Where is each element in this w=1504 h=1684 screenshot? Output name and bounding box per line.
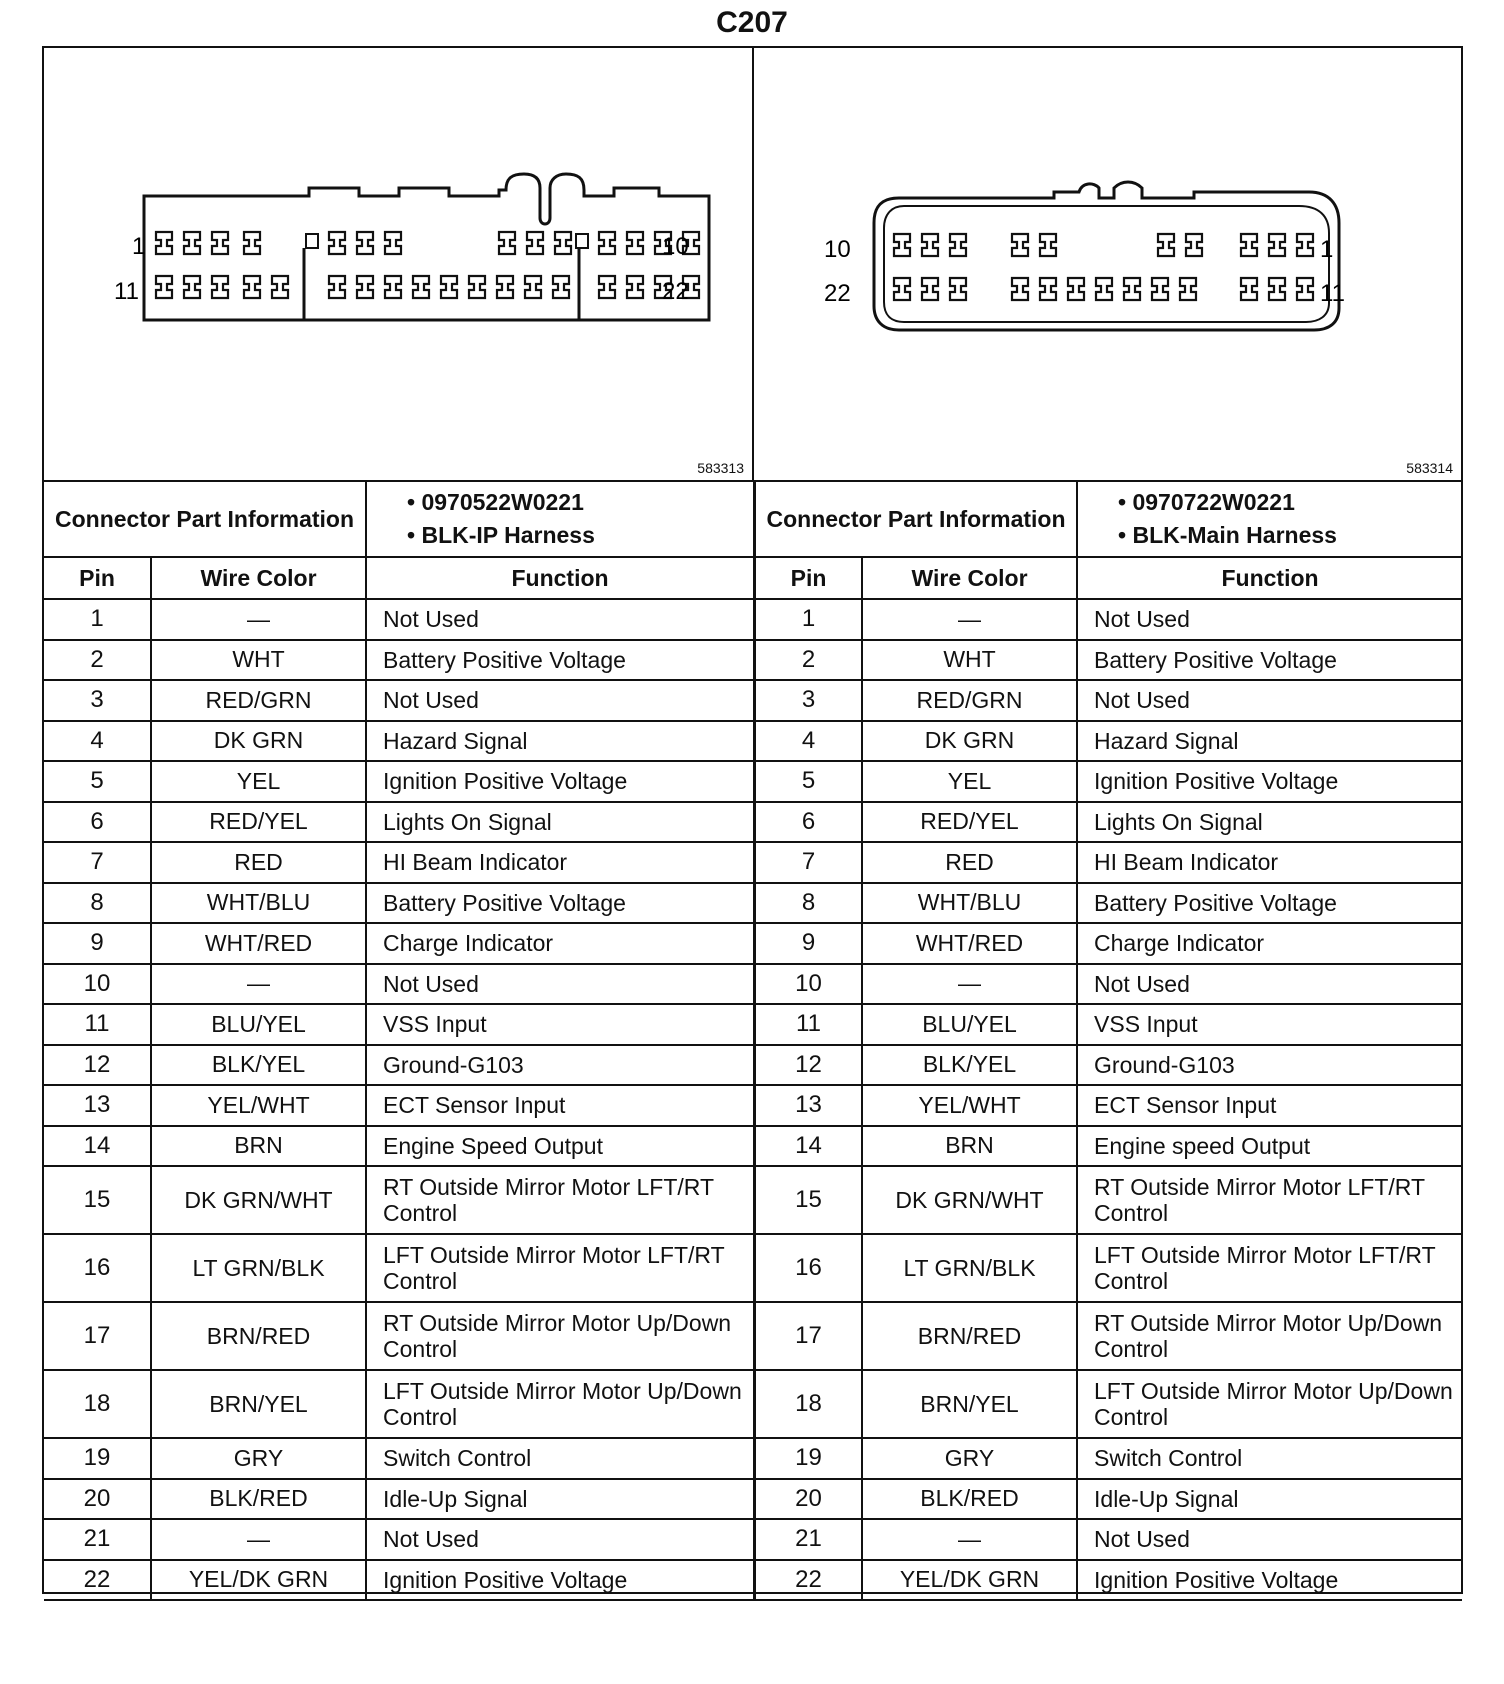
right-harness: • BLK-Main Harness [1118,522,1337,548]
pin-cell: 16 [44,1234,151,1302]
wire-color-cell: BLK/RED [862,1479,1077,1520]
pin-cell: 14 [755,1126,862,1167]
table-row [755,842,1462,883]
function-cell: ECT Sensor Input [1077,1085,1462,1126]
pin-cell: 10 [755,964,862,1005]
connector-cavity [1269,234,1285,256]
wire-color-cell: BLU/YEL [151,1004,366,1045]
connector-cavity [627,276,643,298]
right-header-row [755,557,1462,599]
table-row [44,721,754,762]
table-row [44,842,754,883]
connector-cavity [553,276,569,298]
pin-cell: 12 [755,1045,862,1086]
right-pin-label-tl: 10 [824,236,851,263]
table-row [755,802,1462,843]
function-cell: Hazard Signal [366,721,754,762]
connector-key [306,234,318,248]
connector-cavity [599,276,615,298]
table-row [755,1370,1462,1438]
left-figure-id: 583313 [697,460,744,476]
pin-cell: 9 [755,923,862,964]
pin-cell: 5 [755,761,862,802]
left-header-function: Function [366,557,754,599]
connector-cavity [329,232,345,254]
function-cell: Not Used [1077,1519,1462,1560]
table-row [44,1560,754,1601]
function-cell: Ignition Positive Voltage [1077,1560,1462,1601]
pin-cell: 5 [44,761,151,802]
left-part-number: • 0970522W0221 [407,489,584,515]
wire-color-cell: RED [151,842,366,883]
connector-cavity [357,276,373,298]
wire-color-cell: YEL [151,761,366,802]
wire-color-cell: LT GRN/BLK [151,1234,366,1302]
table-row [755,1045,1462,1086]
wire-color-cell: DK GRN [151,721,366,762]
connector-cavity [1012,234,1028,256]
right-figure-id: 583314 [1406,460,1453,476]
table-row [755,721,1462,762]
right-header-wire: Wire Color [862,557,1077,599]
pin-cell: 20 [755,1479,862,1520]
wire-color-cell: YEL [862,761,1077,802]
connector-cavity [1096,278,1112,300]
connector-cavity [469,276,485,298]
connector-cavity [499,232,515,254]
table-row [44,1045,754,1086]
left-pin-label-tl: 1 [132,233,146,260]
connector-cavity [385,232,401,254]
wire-color-cell: — [862,599,1077,640]
wire-color-cell: WHT [862,640,1077,681]
table-row [44,1438,754,1479]
table-row [44,1519,754,1560]
pin-cell: 6 [755,802,862,843]
right-connector-figure [754,48,1461,480]
table-row [44,923,754,964]
table-row [44,680,754,721]
pin-cell: 19 [44,1438,151,1479]
left-harness: • BLK-IP Harness [407,522,595,548]
function-cell: Idle-Up Signal [1077,1479,1462,1520]
function-cell: Charge Indicator [1077,923,1462,964]
left-pin-label-bl: 11 [114,278,139,305]
function-cell: VSS Input [1077,1004,1462,1045]
left-connector-drawing [44,48,752,480]
connector-cavity [1124,278,1140,300]
left-pin-label-br: 22 [662,278,689,305]
pin-cell: 10 [44,964,151,1005]
wire-color-cell: YEL/WHT [151,1085,366,1126]
function-cell: Not Used [366,1519,754,1560]
table-row [44,964,754,1005]
table-row [755,1234,1462,1302]
pin-cell: 2 [44,640,151,681]
wire-color-cell: BRN [862,1126,1077,1167]
pin-cell: 2 [755,640,862,681]
table-row [755,761,1462,802]
pin-cell: 21 [44,1519,151,1560]
wire-color-cell: RED/YEL [862,802,1077,843]
connector-cavity [894,234,910,256]
wire-color-cell: WHT/RED [151,923,366,964]
connector-cavity [413,276,429,298]
table-row [755,923,1462,964]
right-pin-label-bl: 22 [824,280,851,307]
connector-cavity [922,234,938,256]
pin-cell: 20 [44,1479,151,1520]
table-row [44,599,754,640]
left-part-info [366,481,754,557]
wire-color-cell: BRN/RED [151,1302,366,1370]
left-header-row [44,557,754,599]
pin-cell: 1 [755,599,862,640]
pin-cell: 11 [755,1004,862,1045]
pin-cell: 3 [44,680,151,721]
pin-cell: 22 [44,1560,151,1601]
table-row [44,1126,754,1167]
connector-cavity [527,232,543,254]
connector-cavity [244,232,260,254]
wire-color-cell: BLU/YEL [862,1004,1077,1045]
function-cell: Battery Positive Voltage [1077,640,1462,681]
function-cell: Not Used [1077,599,1462,640]
pin-cell: 14 [44,1126,151,1167]
pin-cell: 11 [44,1004,151,1045]
left-header-wire: Wire Color [151,557,366,599]
table-row [44,1166,754,1234]
function-cell: Charge Indicator [366,923,754,964]
function-cell: RT Outside Mirror Motor Up/Down Control [366,1302,754,1370]
wire-color-cell: GRY [151,1438,366,1479]
table-row [44,802,754,843]
left-pin-label-tr: 10 [662,233,689,260]
connector-cavity [212,232,228,254]
function-cell: Battery Positive Voltage [366,640,754,681]
wire-color-cell: RED/YEL [151,802,366,843]
function-cell: Ground-G103 [1077,1045,1462,1086]
table-row [755,1166,1462,1234]
left-info-row [44,481,754,557]
function-cell: Ignition Positive Voltage [366,1560,754,1601]
connector-cavity [497,276,513,298]
connector-cavity [525,276,541,298]
function-cell: RT Outside Mirror Motor LFT/RT Control [366,1166,754,1234]
table-row [44,1370,754,1438]
wire-color-cell: WHT/BLU [862,883,1077,924]
connector-cavity [1297,278,1313,300]
pin-cell: 7 [755,842,862,883]
connector-cavity [184,232,200,254]
function-cell: LFT Outside Mirror Motor LFT/RT Control [1077,1234,1462,1302]
right-pin-label-tr: 1 [1320,236,1334,263]
right-header-pin: Pin [755,557,862,599]
table-row [755,640,1462,681]
wire-color-cell: DK GRN/WHT [151,1166,366,1234]
function-cell: Ground-G103 [366,1045,754,1086]
connector-cavity [950,278,966,300]
wire-color-cell: — [151,964,366,1005]
connector-cavity [184,276,200,298]
pin-cell: 4 [755,721,862,762]
connector-cavity [1186,234,1202,256]
connector-cavity [329,276,345,298]
pin-cell: 22 [755,1560,862,1601]
pin-cell: 17 [755,1302,862,1370]
pin-cell: 15 [755,1166,862,1234]
pin-cell: 8 [44,883,151,924]
pin-cell: 16 [755,1234,862,1302]
wire-color-cell: WHT [151,640,366,681]
connector-cavity [555,232,571,254]
wire-color-cell: BRN/YEL [151,1370,366,1438]
pin-cell: 12 [44,1045,151,1086]
function-cell: HI Beam Indicator [366,842,754,883]
table-row [44,1479,754,1520]
table-row [755,1438,1462,1479]
right-info-label: Connector Part Information [755,481,1077,557]
function-cell: Not Used [1077,680,1462,721]
wire-color-cell: BRN/RED [862,1302,1077,1370]
pin-cell: 21 [755,1519,862,1560]
right-header-function: Function [1077,557,1462,599]
table-row [44,1085,754,1126]
table-row [44,761,754,802]
wire-color-cell: WHT/RED [862,923,1077,964]
left-pin-table [44,480,755,1601]
pin-cell: 9 [44,923,151,964]
table-row [755,964,1462,1005]
right-pin-label-br: 11 [1320,280,1345,307]
connector-cavity [385,276,401,298]
wire-color-cell: YEL/DK GRN [151,1560,366,1601]
connector-cavity [1297,234,1313,256]
table-row [755,883,1462,924]
connector-cavity [1241,234,1257,256]
wire-color-cell: RED/GRN [862,680,1077,721]
connector-cavity [357,232,373,254]
connector-cavity [627,232,643,254]
left-header-pin: Pin [44,557,151,599]
function-cell: LFT Outside Mirror Motor LFT/RT Control [366,1234,754,1302]
wire-color-cell: — [151,599,366,640]
function-cell: Ignition Positive Voltage [1077,761,1462,802]
connector-cavity [599,232,615,254]
connector-cavity [441,276,457,298]
wire-color-cell: GRY [862,1438,1077,1479]
function-cell: Lights On Signal [1077,802,1462,843]
table-row [44,1004,754,1045]
table-row [755,599,1462,640]
right-pin-table [754,480,1462,1601]
wire-color-cell: BRN/YEL [862,1370,1077,1438]
function-cell: Switch Control [366,1438,754,1479]
function-cell: RT Outside Mirror Motor LFT/RT Control [1077,1166,1462,1234]
function-cell: ECT Sensor Input [366,1085,754,1126]
right-connector-drawing [754,48,1461,480]
function-cell: Switch Control [1077,1438,1462,1479]
wire-color-cell: DK GRN/WHT [862,1166,1077,1234]
function-cell: Not Used [366,964,754,1005]
function-cell: Hazard Signal [1077,721,1462,762]
connector-frame [42,46,1463,1594]
pin-cell: 6 [44,802,151,843]
connector-cavity [244,276,260,298]
function-cell: RT Outside Mirror Motor Up/Down Control [1077,1302,1462,1370]
table-row [755,1302,1462,1370]
table-row [44,640,754,681]
connector-cavity [156,276,172,298]
pin-cell: 13 [755,1085,862,1126]
function-cell: VSS Input [366,1004,754,1045]
connector-cavity [922,278,938,300]
wire-color-cell: RED [862,842,1077,883]
function-cell: Not Used [366,599,754,640]
connector-inner-shell [884,206,1329,322]
wire-color-cell: YEL/WHT [862,1085,1077,1126]
connector-cavity [272,276,288,298]
connector-cavity [1068,278,1084,300]
table-row [44,1302,754,1370]
left-connector-figure [44,48,754,480]
function-cell: Lights On Signal [366,802,754,843]
wire-color-cell: — [151,1519,366,1560]
connector-cavity [1040,278,1056,300]
connector-cavity [1158,234,1174,256]
function-cell: Idle-Up Signal [366,1479,754,1520]
function-cell: Engine Speed Output [366,1126,754,1167]
connector-cavity [1040,234,1056,256]
connector-cavity [212,276,228,298]
table-row [755,1004,1462,1045]
wire-color-cell: BLK/YEL [151,1045,366,1086]
function-cell: Not Used [1077,964,1462,1005]
right-part-number: • 0970722W0221 [1118,489,1295,515]
connector-cavity [894,278,910,300]
table-row [755,1560,1462,1601]
pin-cell: 1 [44,599,151,640]
wire-color-cell: BRN [151,1126,366,1167]
pin-cell: 3 [755,680,862,721]
connector-cavity [1241,278,1257,300]
function-cell: Not Used [366,680,754,721]
connector-cavity [1269,278,1285,300]
table-row [44,1234,754,1302]
wire-color-cell: RED/GRN [151,680,366,721]
page-title: C207 [716,6,788,39]
pin-cell: 17 [44,1302,151,1370]
table-row [755,1085,1462,1126]
connector-cavity [1152,278,1168,300]
right-part-info [1077,481,1462,557]
pin-cell: 19 [755,1438,862,1479]
connector-cavity [1180,278,1196,300]
table-row [755,680,1462,721]
wire-color-cell: — [862,964,1077,1005]
pin-cell: 18 [44,1370,151,1438]
pin-cell: 13 [44,1085,151,1126]
function-cell: Engine speed Output [1077,1126,1462,1167]
connector-key [576,234,588,248]
pin-cell: 18 [755,1370,862,1438]
connector-cavity [156,232,172,254]
right-info-row [755,481,1462,557]
wire-color-cell: BLK/YEL [862,1045,1077,1086]
table-row [755,1519,1462,1560]
table-row [44,883,754,924]
wire-color-cell: LT GRN/BLK [862,1234,1077,1302]
connector-cavity [1012,278,1028,300]
wire-color-cell: YEL/DK GRN [862,1560,1077,1601]
function-cell: LFT Outside Mirror Motor Up/Down Control [366,1370,754,1438]
function-cell: Battery Positive Voltage [366,883,754,924]
table-row [755,1126,1462,1167]
pin-cell: 15 [44,1166,151,1234]
function-cell: HI Beam Indicator [1077,842,1462,883]
connector-cavity [950,234,966,256]
pin-cell: 7 [44,842,151,883]
table-row [755,1479,1462,1520]
function-cell: LFT Outside Mirror Motor Up/Down Control [1077,1370,1462,1438]
wire-color-cell: BLK/RED [151,1479,366,1520]
wire-color-cell: WHT/BLU [151,883,366,924]
pin-cell: 4 [44,721,151,762]
pin-cell: 8 [755,883,862,924]
function-cell: Battery Positive Voltage [1077,883,1462,924]
wire-color-cell: — [862,1519,1077,1560]
function-cell: Ignition Positive Voltage [366,761,754,802]
left-info-label: Connector Part Information [44,481,366,557]
wire-color-cell: DK GRN [862,721,1077,762]
